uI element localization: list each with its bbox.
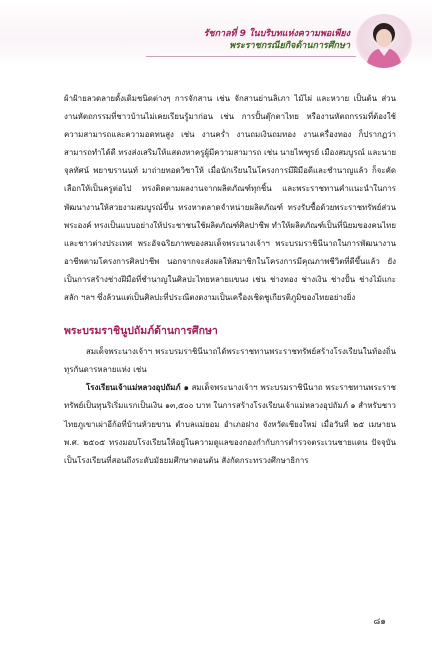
section-intro: สมเด็จพระนางเจ้าฯ พระบรมราชินีนาถได้พระราชทานพระราชทรัพย์สร้างโรงเรียนในท้องถิ่นทุรกันดารหลายแห่ง เช่น: [64, 347, 396, 375]
body-paragraph: ผ้าฝ้ายลวดลายดั้งเดิมชนิดต่างๆ การจักสาน เช่น จักสานย่านลิเภา ไม้ไผ่ และหวาย เป็นต้น ส่วนงานหัตถกรรมที่ชาวบ้านไม่เคยเรียนรู้มาก่อน เช่น การปั้นตุ๊กตาไทย หรืองานหัตถกรรมที่ต้องใช้ความสามารถและความอดทนสูง เช่น งานคร่ำ งานถมเงินถมทอง งานเครื่องทอง ก็ปรากฏว่าสามารถทำได้ดี ทรงส่งเสริมให้แสดงหาครูผู้มีความสามารถ เช่น นายไพฑูรย์ เมืองสมบูรณ์ และนายจุลทัศน์ พยาฆรานนท์ มาถ่ายทอดวิชาให้ เมื่อนักเรียนในโครงการมีฝีมือดีและชำนาญแล้ว ก็จะคัดเลือกให้เป็นครูต่อไป ทรงติดตามผลงานจากผลิตภัณฑ์ทุกชิ้น และพระราชทานคำแนะนำในการพัฒนางานให้สวยงามสมบูรณ์ขึ้น ทรงหาตลาดจำหน่ายผลิตภัณฑ์ ทรงรับซื้อด้วยพระราชทรัพย์ส่วนพระองค์ ทรงเป็นแบบอย่างให้ประชาชนใช้ผลิตภัณฑ์ศิลปาชีพ ทำให้ผลิตภัณฑ์เป็นที่นิยมของคนไทยและชาวต่างประเทศ พระอัจฉริยภาพของสมเด็จพระนางเจ้าฯ พระบรมราชินีนาถในการพัฒนางานอาชีพตามโครงการศิลปาชีพ นอกจากจะส่งผลให้สมาชิกในโครงการมีคุณภาพชีวิตที่ดีขึ้นแล้ว ยังเป็นการสร้างช่างฝีมือที่ชำนาญในศิลปะไทยหลายแขนง เช่น ช่างทอง ช่างเงิน ช่างปั้น ช่างไม้แกะสลัก ฯลฯ ซึ่งล้วนแต่เป็นศิลปะที่ประณีตงดงามเป็นเครื่องเชิดชูเกียรติภูมิของไทยอย่างยิ่ง: [64, 94, 396, 303]
school-name: โรงเรียนเจ้าแม่หลวงอุปถัมภ์ ๑: [86, 383, 189, 393]
header-rule: [146, 56, 356, 57]
header-subtitle: พระราชกรณียกิจด้านการศึกษา: [229, 41, 350, 51]
header-title: รัชกาลที่ 9 ในบริบทแห่งความพอเพียง: [203, 29, 350, 39]
page-content: [64, 90, 396, 470]
school-paragraph: [64, 379, 396, 469]
running-header: [160, 28, 350, 52]
school-text: สมเด็จพระนางเจ้าฯ พระบรมราชินีนาถ พระราชทานพระราชทรัพย์เป็นทุนริเริ่มแรกเป็นเงิน ๑๓,๕๐๐ บาท ในการสร้างโรงเรียนเจ้าแม่หลวงอุปถัมภ์ ๑ สำหรับชาวไทยภูเขาเผ่าอีก้อที่บ้านห้วยขาน ตำบลแม่ยอม อำเภอฝาง จังหวัดเชียงใหม่ เมื่อวันที่ ๒๕ เมษายน พ.ศ. ๒๕๐๕ ทรงมอบโรงเรียนให้อยู่ในความดูแลของกองกำกับการตำรวจตระเวนชายแดน ปัจจุบันเป็นโรงเรียนที่สอนถึงระดับมัธยมศึกษาตอนต้น สังกัดกระทรวงศึกษาธิการ: [64, 383, 396, 465]
page-number: ๘๑: [373, 617, 386, 627]
section-heading: พระบรมราชินูปถัมภ์ด้านการศึกษา: [64, 325, 218, 338]
portrait-image: [356, 14, 412, 68]
